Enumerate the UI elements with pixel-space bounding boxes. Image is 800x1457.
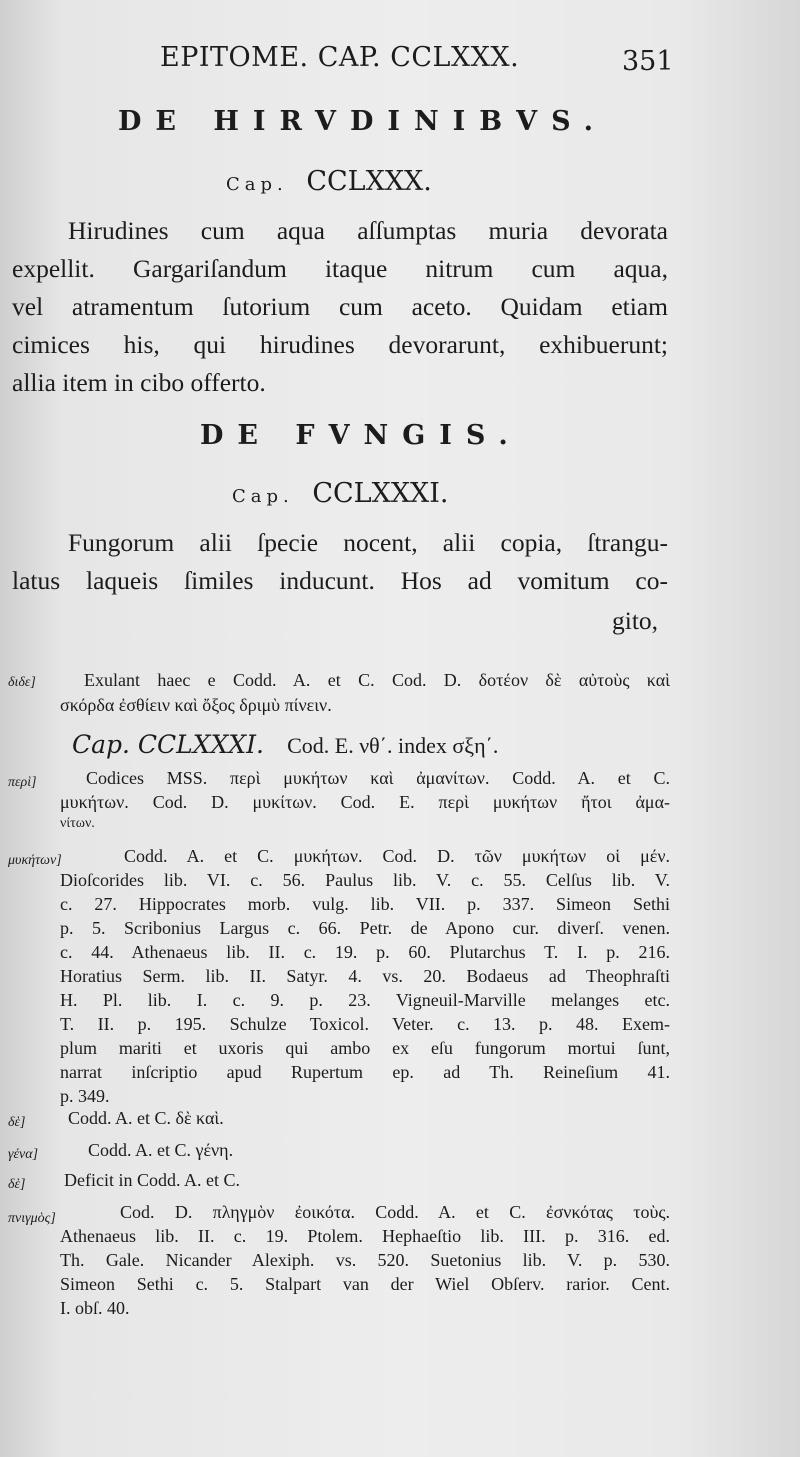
note-key: διδε]: [8, 675, 36, 690]
note-text: Simeon Sethi c. 5. Stalpart van der Wiel Obſerv. rarior. Cent.: [60, 1274, 670, 1294]
cap-prefix: Cap.: [226, 174, 288, 195]
note-text: Cod. E. νθ΄. index σξη΄.: [287, 733, 499, 758]
note-text: Deficit in Codd. A. et C.: [64, 1170, 240, 1190]
note-text: μυκήτων. Cod. D. μυκίτων. Cod. E. περὶ μυκήτων ἤτοι ἀμα-: [60, 792, 670, 812]
note-chapter-line: [72, 730, 498, 759]
note-text: Exulant haec e Codd. A. et C. Cod. D. δοτέον δὲ αὐτοὺς καὶ: [84, 670, 670, 690]
note-text: c. 44. Athenaeus lib. II. c. 19. p. 60. Plutarchus T. I. p. 216.: [60, 942, 670, 962]
running-head: EPITOME. CAP. CCLXXX.: [160, 42, 520, 73]
note-text: Horatius Serm. lib. II. Satyr. 4. vs. 20. Bodaeus ad Theophraſti: [60, 966, 670, 986]
note-key: μυκήτων]: [8, 853, 62, 868]
cap-number: CCLXXXI.: [312, 478, 449, 509]
note-text: σκόρδα ἐσθίειν καὶ ὄξος δριμὺ πίνειν.: [60, 695, 332, 715]
note-text: T. II. p. 195. Schulze Toxicol. Veter. c. 13. p. 48. Exem-: [60, 1014, 670, 1034]
page-number: 351: [622, 46, 674, 77]
cap-prefix: Cap.: [232, 486, 294, 507]
note-text: Cod. D. πληγμὸν ἐοικότα. Codd. A. et C. ἐσνκότας τοὺς.: [120, 1202, 670, 1222]
note-text: Th. Gale. Nicander Alexiph. vs. 520. Suetonius lib. V. p. 530.: [60, 1250, 670, 1270]
paragraph-line: latus laqueis ſimiles inducunt. Hos ad vomitum co-: [12, 566, 668, 595]
note-key: γένα]: [8, 1147, 39, 1162]
note-text: Dioſcorides lib. VI. c. 56. Paulus lib. V. c. 55. Celſus lib. V.: [60, 870, 670, 890]
note-text: H. Pl. lib. I. c. 9. p. 23. Vigneuil-Marville melanges etc.: [60, 990, 670, 1010]
note-text: p. 349.: [60, 1086, 110, 1106]
chapter-label-cclxxx: [226, 166, 432, 197]
paragraph-line: cimices his, qui hirudines devorarunt, exhibuerunt;: [12, 330, 668, 359]
paragraph-line: allia item in cibo offerto.: [12, 368, 266, 397]
note-text: Codd. A. et C. δὲ καὶ.: [68, 1108, 224, 1128]
chapter-label-cclxxxi: [232, 478, 449, 509]
note-text: c. 27. Hippocrates morb. vulg. lib. VII. p. 337. Simeon Sethi: [60, 894, 670, 914]
note-text: I. obſ. 40.: [60, 1298, 130, 1318]
note-key: δὲ]: [8, 1115, 26, 1130]
note-text: Codd. A. et C. γένη.: [88, 1140, 234, 1160]
cap-number: CCLXXX.: [306, 166, 432, 197]
note-text: p. 5. Scribonius Largus c. 66. Petr. de Apono cur. diverſ. venen.: [60, 918, 670, 938]
note-text: Athenaeus lib. II. c. 19. Ptolem. Hephaeſtio lib. III. p. 316. ed.: [60, 1226, 670, 1246]
paragraph-line: Hirudines cum aqua aſſumptas muria devorata: [68, 216, 668, 245]
paragraph-line: vel atramentum ſutorium cum aceto. Quidam etiam: [12, 292, 668, 321]
paragraph-line: Fungorum alii ſpecie nocent, alii copia, ſtrangu-: [68, 528, 668, 557]
note-text: narrat inſcriptio apud Rupertum ep. ad Th. Reineſium 41.: [60, 1062, 670, 1082]
section-heading-fungis: DE FVNGIS.: [200, 420, 522, 451]
note-key: δὲ]: [8, 1177, 26, 1192]
note-text: Codices MSS. περὶ μυκήτων καὶ ἀμανίτων. Codd. A. et C.: [86, 768, 670, 788]
note-key: πνιγμὸς]: [8, 1211, 56, 1226]
note-key: περὶ]: [8, 775, 37, 790]
note-cap: Cap. CCLXXXI.: [72, 730, 265, 759]
note-text: Codd. A. et C. μυκήτων. Cod. D. τῶν μυκήτων οἱ μέν.: [124, 846, 670, 866]
paragraph-line: expellit. Gargariſandum itaque nitrum cum aqua,: [12, 254, 668, 283]
section-heading-hirudines: DE HIRVDINIBVS.: [118, 106, 608, 137]
note-text: plum mariti et uxoris qui ambo ex eſu fungorum mortui ſunt,: [60, 1038, 670, 1058]
note-text: νίτων.: [60, 816, 95, 831]
catchword: gito,: [612, 606, 659, 635]
